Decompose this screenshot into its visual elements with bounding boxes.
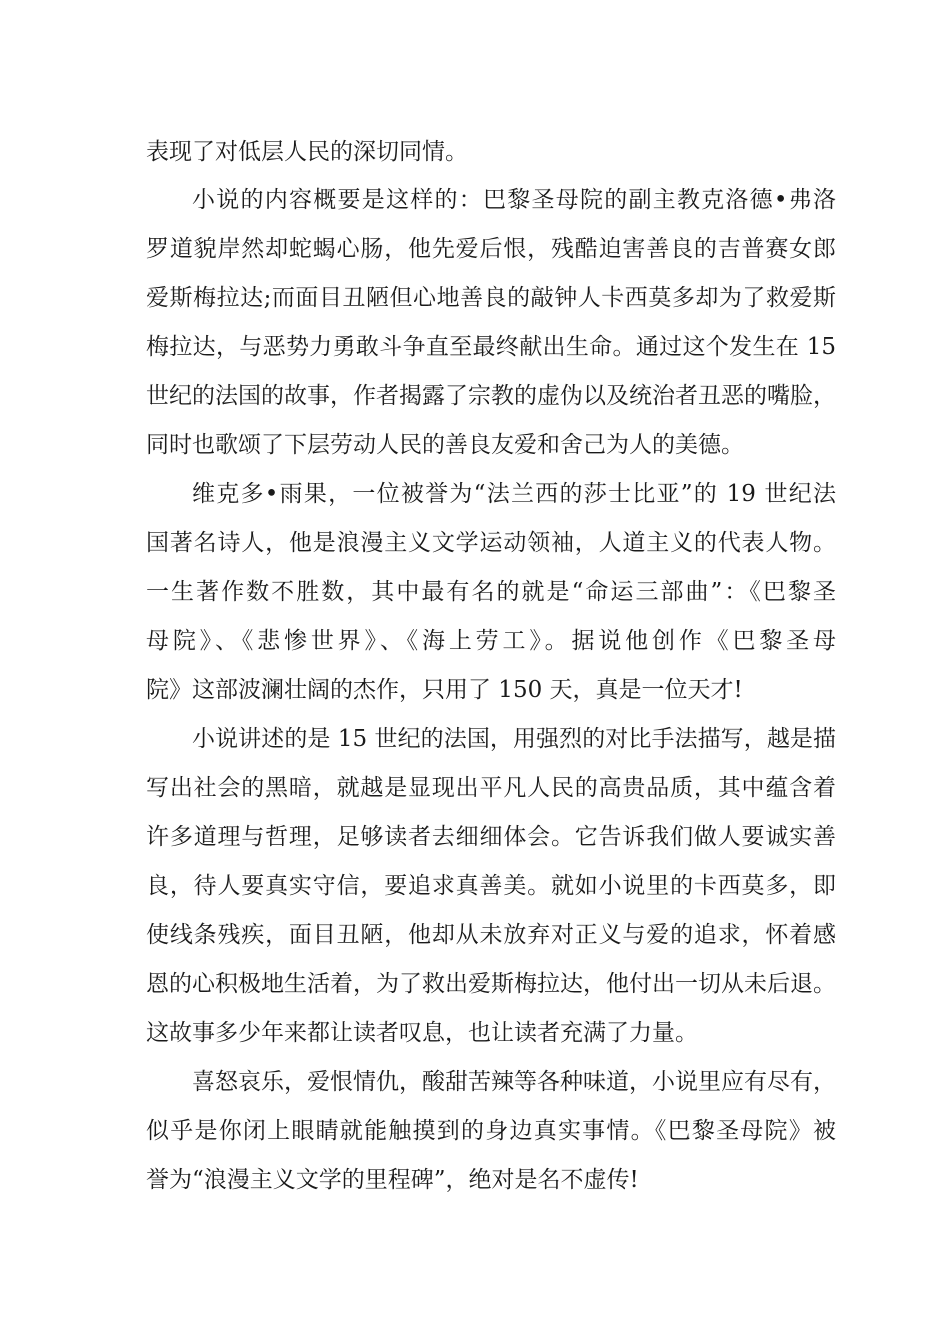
text-line: 同时也歌颂了下层劳动人民的善良友爱和舍己为人的美德。 (146, 432, 744, 458)
paragraph-first-line: 小说讲述的是 15 世纪的法国，用强烈的对比手法描写，越是描 (192, 726, 836, 752)
text-line: 这故事多少年来都让读者叹息，也让读者充满了力量。 (146, 1020, 698, 1046)
text-line: 似乎是你闭上眼睛就能触摸到的身边真实事情。《巴黎圣母院》被 (146, 1118, 836, 1144)
text-line: 良，待人要真实守信，要追求真善美。就如小说里的卡西莫多，即 (146, 873, 836, 899)
text-line: 恩的心积极地生活着，为了救出爱斯梅拉达，他付出一切从未后退。 (146, 971, 836, 997)
paragraph-first-line: 维克多•雨果，一位被誉为“法兰西的莎士比亚”的 19 世纪法 (192, 481, 836, 507)
text-line: 许多道理与哲理，足够读者去细细体会。它告诉我们做人要诚实善 (146, 824, 836, 850)
text-line: 院》这部波澜壮阔的杰作，只用了 150 天，真是一位天才! (146, 677, 743, 703)
text-line: 使线条残疾，面目丑陋，他却从未放弃对正义与爱的追求，怀着感 (146, 922, 836, 948)
text-line: 国著名诗人，他是浪漫主义文学运动领袖，人道主义的代表人物。 (146, 530, 836, 556)
text-line: 世纪的法国的故事，作者揭露了宗教的虚伪以及统治者丑恶的嘴脸， (146, 383, 836, 409)
text-line: 罗道貌岸然却蛇蝎心肠，他先爱后恨，残酷迫害善良的吉普赛女郎 (146, 236, 836, 262)
text-line: 誉为“浪漫主义文学的里程碑”，绝对是名不虚传! (146, 1167, 639, 1193)
text-line: 母院》、《悲惨世界》、《海上劳工》。据说他创作《巴黎圣母 (146, 628, 836, 654)
text-line: 一生著作数不胜数，其中最有名的就是“命运三部曲”：《巴黎圣 (146, 579, 836, 605)
text-line: 表现了对低层人民的深切同情。 (146, 139, 468, 165)
paragraph-first-line: 小说的内容概要是这样的：巴黎圣母院的副主教克洛德•弗洛 (192, 187, 836, 213)
text-line: 写出社会的黑暗，就越是显现出平凡人民的高贵品质，其中蕴含着 (146, 775, 836, 801)
text-line: 爱斯梅拉达;而面目丑陋但心地善良的敲钟人卡西莫多却为了救爱斯 (146, 285, 836, 311)
paragraph-first-line: 喜怒哀乐，爱恨情仇，酸甜苦辣等各种味道，小说里应有尽有， (192, 1069, 836, 1095)
text-line: 梅拉达，与恶势力勇敢斗争直至最终献出生命。通过这个发生在 15 (146, 334, 836, 360)
